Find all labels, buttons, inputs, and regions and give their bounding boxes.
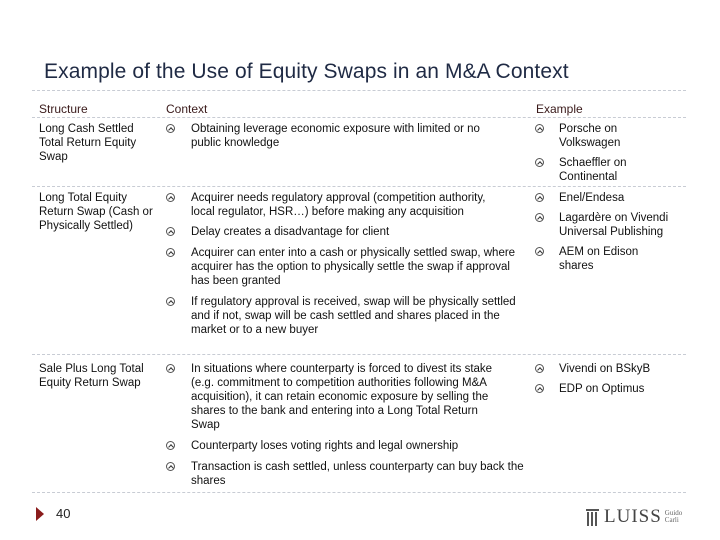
logo-sub-1: Guido [664,509,683,517]
logo-sub-2: Carli [664,516,679,524]
bullet-icon [166,364,175,373]
page-title: Example of the Use of Equity Swaps in an M&A Context [44,60,569,83]
header-example: Example [536,102,583,116]
row-divider [32,492,686,493]
luiss-logo [586,506,682,528]
example-item: Schaeffler on Continental [559,157,627,183]
bullet-icon [166,297,175,306]
example-item: Lagardère on Vivendi Universal Publishing [559,212,669,238]
example-item: AEM on Edison shares [559,246,639,272]
context-item: Acquirer needs regulatory approval (competition authority, local regulator, HSR…) before making any acquisition [191,192,486,218]
bullet-icon [535,213,544,222]
context-item: Counterparty loses voting rights and legal ownership [191,440,459,452]
bullet-icon [535,158,544,167]
header-structure: Structure [39,102,88,116]
context-item: Acquirer can enter into a cash or physically settled swap, where acquirer has the option to physically settle the swap if approval has been granted [191,247,516,287]
bullet-icon [535,193,544,202]
bullet-icon [535,384,544,393]
row-divider [32,354,686,355]
bullet-icon [535,364,544,373]
row-divider [32,186,686,187]
bullet-icon [166,227,175,236]
page-number: 40 [56,506,71,521]
context-item: Delay creates a disadvantage for client [191,226,390,238]
logo-text: LUISS [604,506,662,527]
bullet-icon [166,124,175,133]
title-divider [32,90,686,91]
context-item: If regulatory approval is received, swap will be physically settled and if not, swap will be cash settled and shares placed in the market or to a new buyer [191,296,516,336]
arrow-icon [36,507,44,521]
context-item: Obtaining leverage economic exposure with limited or no public knowledge [191,123,480,149]
row-structure: Long Total Equity Return Swap (Cash or Physically Settled) [39,192,153,232]
columns-icon [586,508,600,526]
bullet-icon [166,462,175,471]
example-item: Enel/Endesa [559,192,625,204]
example-item: EDP on Optimus [559,383,645,395]
row-structure: Sale Plus Long Total Equity Return Swap [39,363,144,389]
bullet-icon [166,248,175,257]
bullet-icon [166,441,175,450]
bullet-icon [535,124,544,133]
example-item: Vivendi on BSkyB [559,363,651,375]
header-divider [32,117,686,118]
context-item: Transaction is cash settled, unless counterparty can buy back the shares [191,461,524,487]
bullet-icon [166,193,175,202]
row-structure: Long Cash Settled Total Return Equity Swap [39,123,137,163]
example-item: Porsche on Volkswagen [559,123,621,149]
context-item: In situations where counterparty is forced to divest its stake (e.g. commitment to competition authorities following M&A acquisition), it can retain economic exposure by selling the shares to the bank and entering into a Long Total Return Swap [191,363,493,431]
header-context: Context [166,102,208,116]
bullet-icon [535,247,544,256]
